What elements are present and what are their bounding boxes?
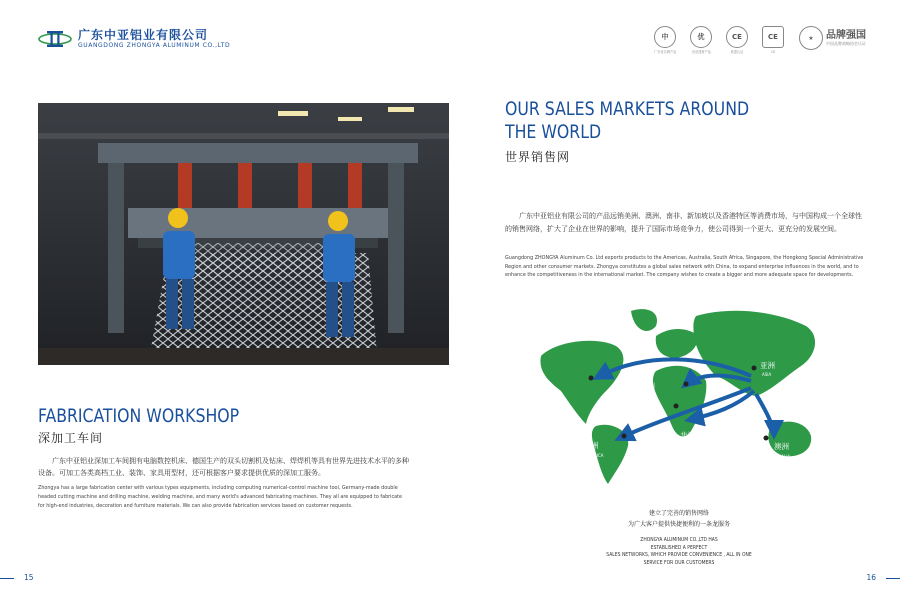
brand-seal-icon: ★ xyxy=(799,26,823,50)
ce-mark-icon: CE xyxy=(762,26,784,48)
section-title-cn: 世界销售网 xyxy=(505,150,571,164)
section-title xyxy=(505,98,749,144)
continent-europe xyxy=(656,329,698,358)
region-label-en: ASIA xyxy=(762,372,772,377)
region-label-cn: 澳洲 xyxy=(774,442,789,451)
company-name-en: GUANGDONG ZHONGYA ALUMINUM CO.,LTD xyxy=(78,41,231,49)
map-pin-icon xyxy=(684,382,689,387)
network-caption-line: SALES NETWORKS, WHICH PROVIDE CONVENIENCE , ALL IN ONE xyxy=(606,552,752,558)
cert-badge xyxy=(687,26,715,55)
body-text-cn: 广东中亚铝业深加工车间拥有电脑数控机床、德国生产的双头切割机及钻床、焊焊机等具有世界先进技术水平的多种设备。可加工各类高档工业、装饰、家具用型材，还可根据客户要求提供优质的深加工服务。 xyxy=(38,457,409,477)
region-label-cn: 北美洲 xyxy=(532,387,555,396)
section-title: FABRICATION WORKSHOP xyxy=(38,405,240,427)
cert-caption: 欧盟认证 xyxy=(730,50,744,54)
world-sales-map xyxy=(532,296,836,486)
page-number-right: 16 xyxy=(866,573,876,582)
continent-australia xyxy=(768,422,811,457)
cert-badge xyxy=(723,26,751,55)
region-label-cn: 欧洲 xyxy=(640,382,655,391)
network-caption-line: 建立了完善的销售网络 xyxy=(648,510,709,517)
company-logo xyxy=(38,28,230,50)
cert-badge xyxy=(759,26,787,54)
map-pin-icon xyxy=(674,404,679,409)
network-caption-en xyxy=(594,537,764,567)
cert-caption: 广东省名牌产品 xyxy=(653,50,677,54)
footer-rule xyxy=(886,578,900,579)
map-pin-icon xyxy=(752,366,757,371)
cert-seal-icon: CE xyxy=(726,26,748,48)
workshop-photo xyxy=(38,103,449,365)
body-text-cn: 广东中亚铝业有限公司的产品远销美洲、澳洲、南非、新加坡以及香港特区等消费市场，与中国构成一个全球性的销售网络，扩大了企业在世界的影响，提升了国际市场竞争力，使公司得到一个更大、更充分的发展空间。 xyxy=(505,212,862,233)
network-caption-line: SERVICE FOR OUR CUSTOMERS xyxy=(643,559,715,566)
continent-north-america xyxy=(540,341,623,424)
network-caption-line: 为广大客户提供快捷便利的一条龙服务 xyxy=(627,521,730,528)
region-label-en: AUSTRALIA xyxy=(768,454,791,459)
company-name-cn: 广东中亚铝业有限公司 xyxy=(78,27,209,42)
sales-route-arrow xyxy=(756,394,774,436)
body-text-en: Zhongya has a large fabrication center with various types equipments, including computing numerical-control machine tool, Germany-made double headed cutting machine and drilling machine, welding machine, and many world's advanced fabricating machines. They all are equipped to fabricate for high-end industries, decoration and furniture materials. We can also provide fabrication services based on customer requests. xyxy=(38,485,403,509)
cert-badge xyxy=(651,26,679,55)
workshop-scene-icon xyxy=(38,103,449,365)
section-title-line: OUR SALES MARKETS AROUND xyxy=(505,98,750,120)
network-caption-cn xyxy=(594,508,764,530)
certification-badges xyxy=(651,26,866,55)
footer-rule xyxy=(0,578,14,579)
cert-caption: 优质建材产品 xyxy=(691,50,711,54)
page-number-left: 15 xyxy=(24,573,34,582)
region-label-en: EUROPE xyxy=(636,394,653,399)
logo-mark-icon xyxy=(38,28,72,50)
region-label-en: AFRICA xyxy=(680,442,695,447)
map-pin-icon xyxy=(764,436,769,441)
brand-subtitle: 中国品牌战略协会认证 xyxy=(826,40,866,46)
section-title-cn: 深加工车间 xyxy=(38,431,104,445)
region-label-en: SOUTH AMERICA xyxy=(570,453,604,458)
section-title-line: THE WORLD xyxy=(505,121,602,143)
continent-greenland xyxy=(631,309,657,331)
cert-seal-icon: 中 xyxy=(654,26,676,48)
network-caption-line: ESTABLISHED A PERFECT xyxy=(650,544,708,551)
region-label-cn: 亚洲 xyxy=(760,361,775,370)
region-label-cn: 非洲 xyxy=(680,431,695,440)
region-label-en: NORTH AMERICA xyxy=(532,398,566,403)
brand-title: 品牌强国 xyxy=(826,29,866,41)
map-pin-icon xyxy=(589,376,594,381)
body-text-en: Guangdong ZHONGYA Aluminum Co. Ltd exports products to the Americas, Australia, South Africa, Singapore, the Hongkong Special Administrative Region and other consumer markets. Zhongya constitutes a global sales network with China, to expand enterprise influences in the world, and to enhance the competitiveness in the international market. The company wishes to create a bigger and more adequate space for developments. xyxy=(505,255,864,279)
map-pin-icon xyxy=(622,434,627,439)
cert-caption: CE xyxy=(770,50,776,54)
continent-asia xyxy=(693,311,815,396)
region-label-cn: 南美洲 xyxy=(576,441,599,450)
brand-badge xyxy=(799,26,866,50)
cert-seal-icon: 优 xyxy=(690,26,712,48)
network-caption-line: ZHONGYA ALUMINUM CO.,LTD HAS xyxy=(640,537,718,543)
